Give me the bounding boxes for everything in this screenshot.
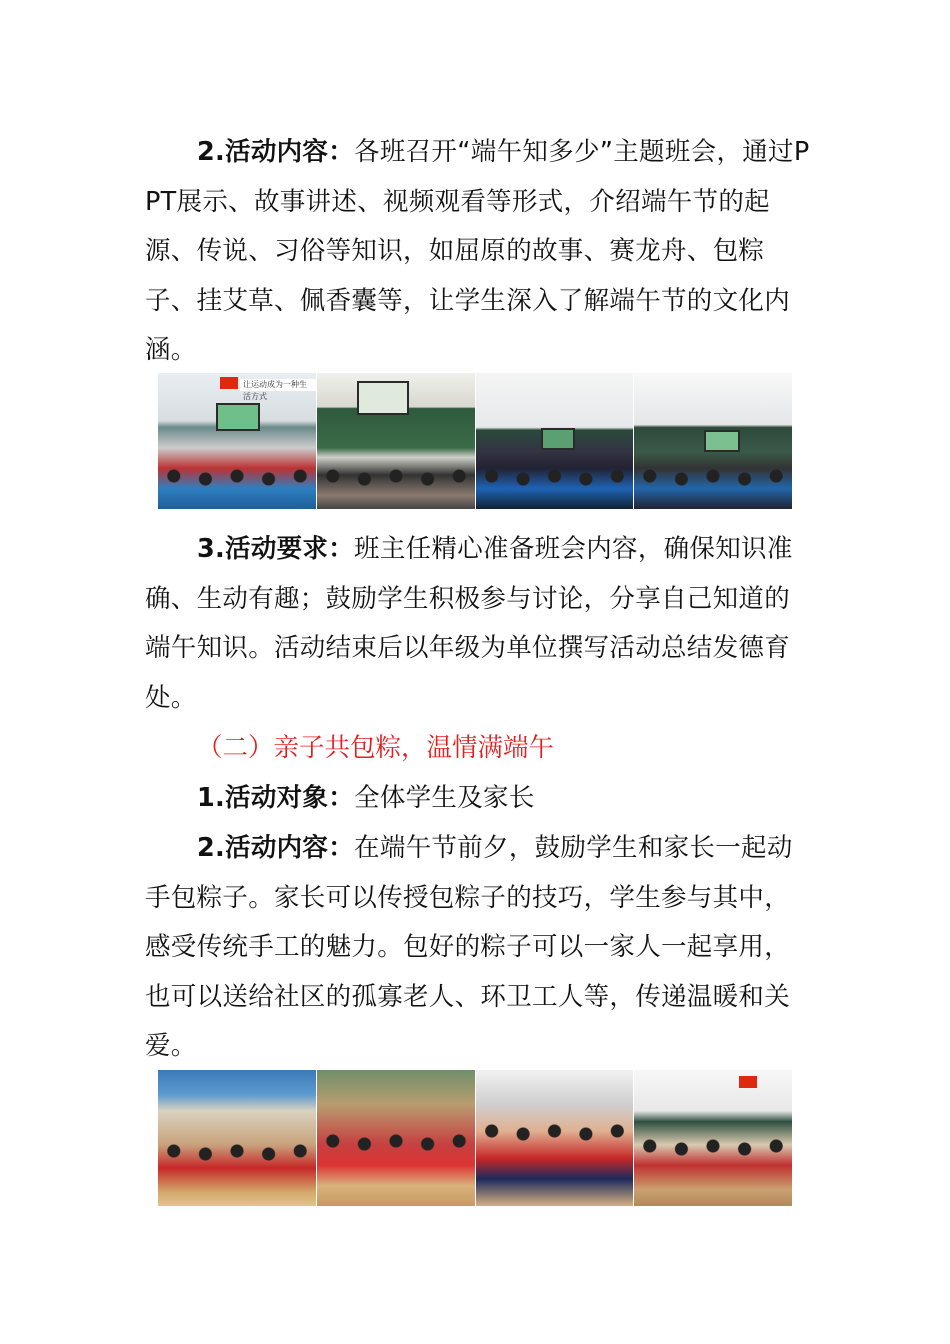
label-activity-requirement: 3.活动要求： [197,534,355,564]
students-heads [634,1131,792,1161]
photo-classroom-4 [634,373,792,509]
photo-classroom-3 [476,373,635,509]
text-activity-requirement: 班主任精心准备班会内容，确保知识准确、生动有趣；鼓励学生积极参与讨论，分享自己知道的端午知识。活动结束后以年级为单位撰写活动总结发德育处。 [145,534,793,713]
text-activity-content-2: 在端午节前夕，鼓励学生和家长一起动手包粽子。家长可以传授包粽子的技巧，学生参与其中，感受传统手工的魅力。包好的粽子可以一家人一起享用，也可以送给社区的孤寡老人、环卫工人等，传递温暖和关爱。 [145,833,793,1062]
text-activity-content: 各班召开“端午知多少”主题班会，通过PPT展示、故事讲述、视频观看等形式，介绍端午节的起源、传说、习俗等知识，如屈原的故事、赛龙舟、包粽子、挂艾草、佩香囊等，让学生深入了解端午节的文化内涵。 [145,137,810,366]
students-heads [476,1116,634,1146]
students-heads [476,461,634,491]
photo-classroom-1 [158,373,317,509]
photo-classroom-2 [317,373,476,509]
projector-screen [541,428,575,450]
section-heading-zongzi: （二）亲子共包粽，温情满端午 [197,733,555,763]
projector-screen [704,430,740,452]
photo-zongzi-3 [476,1070,635,1206]
photo-zongzi-2 [317,1070,476,1206]
students-heads [634,461,792,491]
photo-zongzi-1 [158,1070,317,1206]
students-heads [158,461,316,491]
label-activity-content-2: 2.活动内容： [197,833,355,863]
paragraph-activity-requirement [145,525,810,723]
projector-screen [357,381,409,415]
photo-banner: 让运动成为一种生活方式 [240,379,316,391]
flag-icon [739,1076,757,1088]
photo-strip-class-meeting [158,373,792,509]
projector-screen [216,403,260,431]
label-activity-target: 1.活动对象： [197,783,355,813]
text-activity-target: 全体学生及家长 [354,783,535,813]
label-activity-content: 2.活动内容： [197,137,355,167]
paragraph-activity-content [145,128,810,376]
flag-icon [220,377,238,389]
paragraph-activity-target [145,774,810,824]
students-heads [158,1136,316,1166]
students-heads [317,1126,475,1156]
paragraph-activity-content-2 [145,824,810,1072]
photo-strip-zongzi [158,1070,792,1206]
students-heads [317,461,475,491]
photo-zongzi-4 [634,1070,792,1206]
